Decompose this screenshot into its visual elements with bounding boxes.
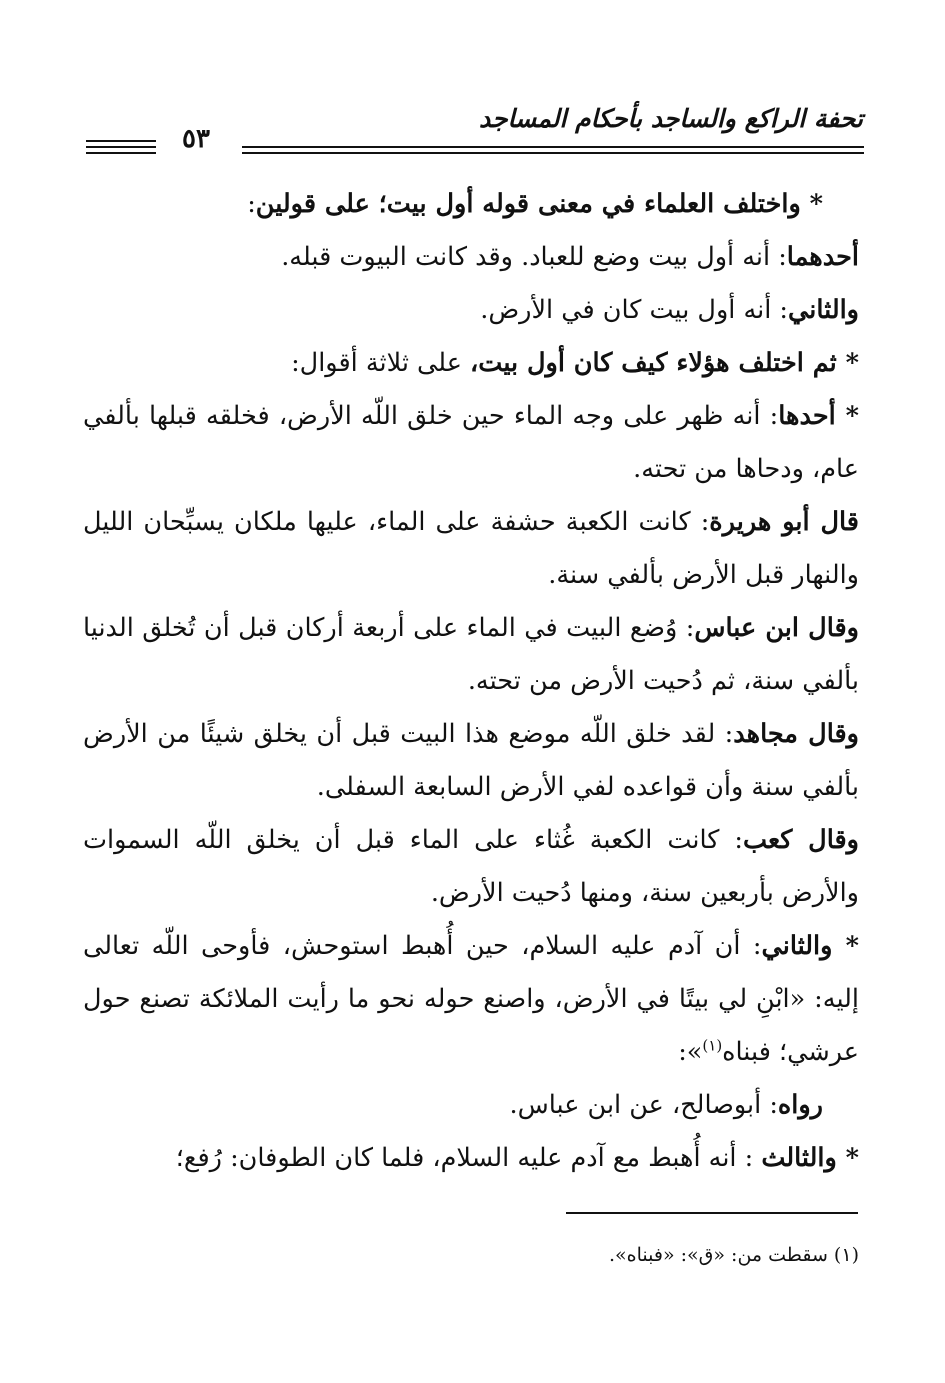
paragraph: [83, 920, 859, 1079]
paragraph-text: : أبوصالح، عن ابن عباس.: [509, 1090, 778, 1120]
paragraph-text: : كانت الكعبة حشفة على الماء، عليها ملكان يسبِّحان الليل والنهار قبل الأرض بألفي سنة.: [83, 507, 859, 590]
footnote-marker: (١): [702, 1036, 723, 1055]
paragraph-text: : أنه أول بيت وضع للعباد. وقد كانت البيوت قبله.: [281, 242, 787, 272]
footnote-rule: [566, 1212, 858, 1214]
paragraph: [83, 1132, 859, 1185]
paragraph: [83, 284, 859, 337]
paragraph-lead: والثاني: [788, 295, 859, 325]
paragraph-lead: والثاني: [761, 931, 833, 961]
paragraph: [83, 708, 859, 814]
header-rule-left-bottom: [86, 152, 156, 154]
paragraph-text: : لقد خلق اللّه موضع هذا البيت قبل أن يخلق شيئًا من الأرض بألفي سنة وأن قواعده لفي الأرض السابعة السفلى.: [83, 719, 859, 802]
paragraph: [83, 390, 859, 496]
body-text: [83, 178, 859, 1185]
paragraph-text: على ثلاثة أقوال:: [291, 348, 471, 378]
paragraph-lead: وقال مجاهد: [733, 719, 859, 749]
paragraph-lead: قال أبو هريرة: [709, 507, 859, 537]
running-title: تحفة الراكع والساجد بأحكام المساجد: [478, 104, 863, 133]
paragraph-lead: أحدها: [778, 401, 836, 431]
header-rule-left-top: [86, 140, 156, 142]
paragraph: [83, 814, 859, 920]
header-rule-right-bottom: [242, 152, 864, 154]
footnote: (١) سقطت من: «ق»: «فبناه».: [608, 1244, 859, 1266]
paragraph-lead: وقال كعب: [742, 825, 859, 855]
bullet-star: *: [836, 1143, 859, 1173]
paragraph-text: : كانت الكعبة غُثاء على الماء قبل أن يخلق اللّه السموات والأرض بأربعين سنة، ومنها دُحيت الأرض.: [83, 825, 859, 908]
paragraph-lead: ثم اختلف هؤلاء كيف كان أول بيت،: [470, 348, 837, 378]
paragraph: [83, 1079, 859, 1132]
bullet-star: *: [836, 348, 859, 378]
bullet-star: *: [800, 189, 823, 219]
paragraph-text: : أنه أُهبط مع آدم عليه السلام، فلما كان الطوفان: رُفع؛: [175, 1143, 762, 1173]
paragraph-lead: رواه: [777, 1090, 823, 1120]
paragraph: [83, 602, 859, 708]
paragraph-text: : وُضع البيت في الماء على أربعة أركان قبل أن تُخلق الدنيا بألفي سنة، ثم دُحيت الأرض من تحته.: [83, 613, 859, 696]
paragraph-text: : أن آدم عليه السلام، حين أُهبط استوحش، فأوحى اللّه تعالى إليه: «ابْنِ لي بيتًا في الأرض، واصنع حوله نحو ما رأيت الملائكة تصنع حول عرشي؛ فبناه: [83, 931, 859, 1067]
bullet-star: *: [835, 401, 859, 431]
header-rule-left-mid: [86, 146, 156, 148]
paragraph: [83, 231, 859, 284]
paragraph-lead: واختلف العلماء في معنى قوله أول بيت؛ على قولين: [255, 189, 801, 219]
paragraph: [83, 496, 859, 602]
paragraph-text: : أنه ظهر على وجه الماء حين خلق اللّه الأرض، فخلقه قبلها بألفي عام، ودحاها من تحته.: [83, 401, 859, 484]
paragraph-text: :: [247, 189, 256, 219]
bullet-star: *: [832, 931, 859, 961]
paragraph-lead: والثالث: [761, 1143, 837, 1173]
paragraph-tail: »:: [678, 1037, 703, 1067]
paragraph-text: : أنه أول بيت كان في الأرض.: [480, 295, 789, 325]
paragraph: [83, 337, 859, 390]
page-number: ٥٣: [182, 124, 210, 154]
paragraph-lead: أحدهما: [786, 242, 859, 272]
paragraph-lead: وقال ابن عباس: [694, 613, 859, 643]
header-rule-right-top: [242, 146, 864, 148]
paragraph: [83, 178, 859, 231]
